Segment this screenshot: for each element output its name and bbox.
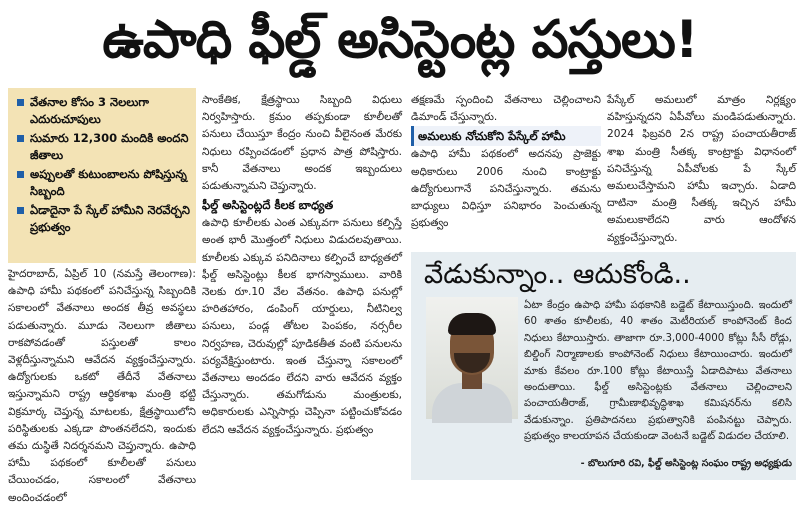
- article-paragraph: ఉపాధి కూలీలకు ఎంత ఎక్కువగా పనులు కల్పిస్తే అంత భారీ మొత్తంలో నిధులు విడుదలవుతాయి. కూలీలకు ఎక్కువ పనిదినాలు కల్పించే బాధ్యతలో ఫీల్డ్ అసిస్టెంట్లు కీలక భాగస్వాములు. వారికి నెలకు రూ.10 వేల వేతనం. ఉపాధి పనుల్లో హరితహారం, డంపింగ్ యార్డులు, నీటినిల్వ పనులు, పండ్ల తోటల పెంపకం, నర్సరీల నిర్వహణ, చెరువుల్లో పూడికతీత వంటి పనులను పర్యవేక్షిస్తుంటారు. ఇంత చేస్తున్నా సకాలంలో వేతనాలు అందడం లేదని వారు ఆవేదన వ్యక్తం చేస్తున్నారు. తమగోడును మంత్రులకు, అధికారులకు ఎన్నిసార్లు చెప్పినా పట్టించుకోవడం లేదని ఆవేదన వ్యక్తంచేస్తున్నారు. ప్రభుత్వం: [202, 217, 402, 436]
- article-paragraph: పేస్కేల్ అమలులో మాత్రం నిర్లక్ష్యం వహిస్తున్నదని ఏపీవోలు మండిపడుతున్నారు. 2024 ఫిబ్రవరి 2న రాష్ట్ర పంచాయతీరాజ్ శాఖ మంత్రి సీతక్క కాంట్రాక్టు విధానంలో పనిచేస్తున్న ఏపీవోలకు పే స్కేల్ అమలుచేస్తామని హామీ ఇచ్చారు. ఏడాది దాటినా మంత్రి సీతక్క ఇచ్చిన హామీ అమలుకాలేదని వారు ఆందోళన వ్యక్తంచేస్తున్నారు.: [607, 94, 796, 244]
- headline: ఉపాధి ఫీల్డ్ అసిస్టెంట్ల పస్తులు!: [102, 10, 698, 70]
- highlight-item: వేతనాల కోసం 3 నెలలుగా ఎదురుచూపులు: [16, 94, 190, 128]
- quote-attribution: - బొలుగూరి రవి, ఫీల్డ్ అసిస్టెంట్ల సంఘం రాష్ట్ర అధ్యక్షుడు: [580, 458, 792, 469]
- section-subheading: ఫీల్డ్ అసిస్టెంట్లదే కీలక బాధ్యత: [202, 198, 334, 213]
- portrait-photo: [426, 297, 518, 419]
- article-paragraph: హైదరాబాద్, ఏప్రిల్ 10 (నమస్తే తెలంగాణ): ఉపాధి హామీ పథకంలో పనిచేస్తున్న సిబ్బందికి సకాలంలో వేతనాలు అందక తీవ్ర అవస్థలు పడుతున్నారు. మూడు నెలలుగా జీతాలు రాకపోవడంతో పస్తులతో కాలం వెళ్లదీస్తున్నామని ఆవేదన వ్యక్తంచేస్తున్నారు. ఉద్యోగులకు ఒకటో తేదీనే వేతనాలు ఇస్తున్నామని రాష్ట్ర ఆర్థికశాఖ మంత్రి భట్టి విక్రమార్క చెప్తున్న మాటలకు, క్షేత్రస్థాయిలోని పరిస్థితులకు ఎక్కడా పొంతనలేదని, ఇందుకు తమ దుస్థితే నిదర్శనమని చెప్తున్నారు. ఉపాధి హామీ పథకంలో కూలీలతో పనులు చేయించడం, సకాలంలో వేతనాలు అందించడంలో: [8, 268, 196, 504]
- article-paragraph: తక్షణమే స్పందించి వేతనాలు చెల్లించాలని డిమాండ్ చేస్తున్నారు.: [411, 94, 601, 124]
- column-4: [607, 92, 796, 248]
- quote-paragraph: ఏటా కేంద్రం ఉపాధి హామీ పథకానికి బడ్జెట్ కేటాయిస్తుంది. ఇందులో 60 శాతం కూలీలకు, 40 శాతం మెటీరియల్ కాంపోనెంట్ కింద నిధులు కేటాయిస్తారు. తాజాగా రూ.3,000-4000 కోట్లు సీసీ రోడ్లు, బిల్డింగ్ నిర్మాణాలకు కాంపోనెంట్ నిధులు కేటాయించారు. ఇందులో మాకు కేవలం రూ.100 కోట్లు కేటాయిస్తే ఏడాదిపాటు వేతనాలు అందుతాయి. ఫీల్డ్ అసిస్టెంట్లకు వేతనాలు చెల్లించాలని పంచాయతీరాజ్, గ్రామీణాభివృద్ధిశాఖ కమిషనర్‌ను కలిసి వేడుకున్నాం. ప్రతిపాదనలు ప్రభుత్వానికి పంపినట్టు చెప్పారు. ప్రభుత్వం కాలయాపన చేయకుండా వెంటనే బడ్జెట్ విడుదల చేయాలి.: [524, 300, 792, 443]
- article-paragraph: సాంకేతిక, క్షేత్రస్థాయి సిబ్బంది విధులు నిర్వహిస్తారు. క్రమం తప్పకుండా కూలీలతో పనులు చేయిస్తూ కేంద్రం నుంచి వీలైనంత మేరకు నిధులు రప్పించడంలో ప్రధాన పాత్ర పోషిస్తారు. కానీ వేతనాలు అందక ఇబ్బందులు పడుతున్నామని చెప్తున్నారు.: [202, 94, 402, 193]
- panel-title: వేడుకున్నాం.. ఆదుకోండి..: [424, 259, 691, 290]
- article-paragraph: ఉపాధి హామీ పథకంలో అదనపు ప్రాజెక్టు అధికారులు 2006 నుంచి కాంట్రాక్టు ఉద్యోగులుగానే పనిచేస్తున్నారు. తమను బాధ్యులు విధిస్తూ పనిభారం పెంచుతున్న ప్రభుత్వం: [411, 148, 601, 230]
- highlight-item: అప్పులతో కుటుంబాలను పోషిస్తున్న సిబ్బంది: [16, 166, 190, 200]
- section-subheading: అమలుకు నోచుకోని పేస్కేల్ హామీ: [411, 126, 601, 146]
- highlight-item: ఏడాదైనా పే స్కేల్ హామీని నెరవేర్చని ప్రభుత్వం: [16, 202, 190, 236]
- highlights-box: [8, 88, 196, 263]
- highlight-item: సుమారు 12,300 మందికి అందని జీతాలు: [16, 130, 190, 164]
- panel-body: [524, 298, 792, 454]
- column-2: [202, 92, 402, 480]
- column-3: [411, 92, 601, 248]
- column-1: [8, 266, 196, 504]
